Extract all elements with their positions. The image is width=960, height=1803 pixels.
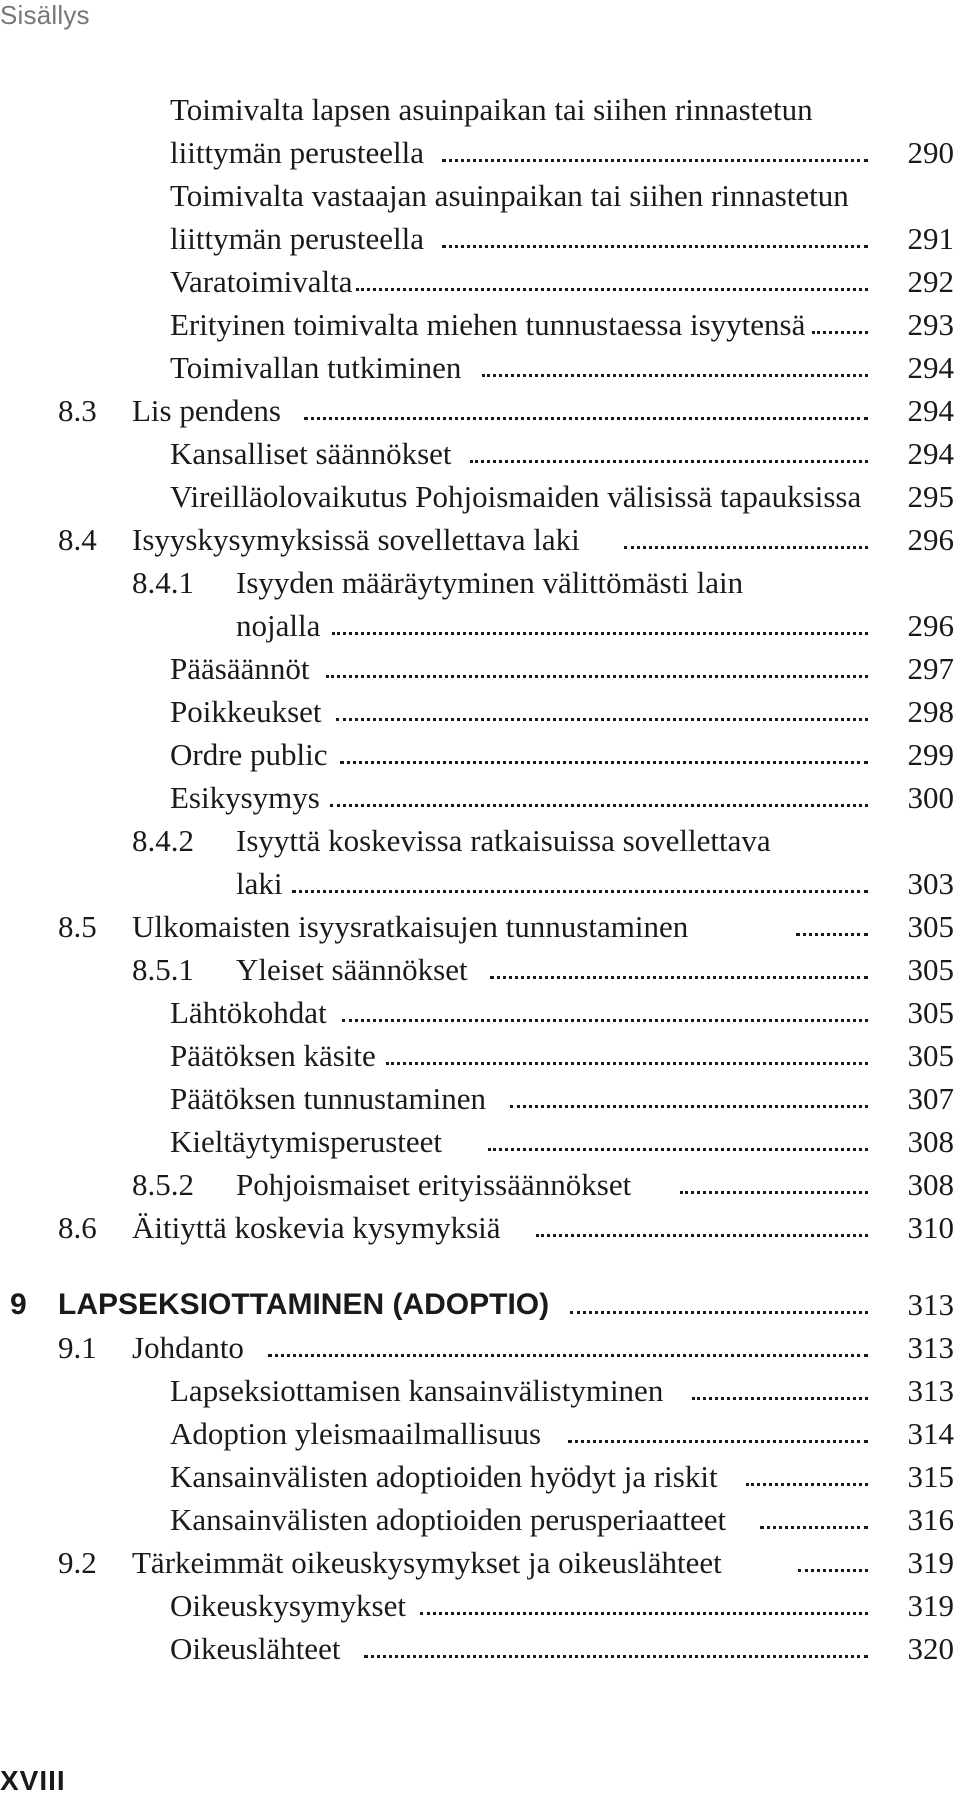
toc-entry[interactable]: [0, 1369, 960, 1412]
toc-entry-title: Johdanto: [132, 1330, 244, 1365]
running-head: Sisällys: [0, 0, 90, 30]
toc-page-number: 316: [907, 1502, 954, 1537]
toc-page-number: 294: [907, 393, 954, 428]
toc-entry-title: Kansainvälisten adoptioiden perusperiaatteet: [170, 1502, 727, 1537]
toc-entry-title: Ordre public: [170, 737, 328, 772]
dot-leader: [760, 1498, 868, 1541]
toc-entry-title: Äitiyttä koskevia kysymyksiä: [132, 1210, 501, 1245]
toc-page-number: 295: [907, 479, 954, 514]
toc-chapter-number: 9: [10, 1288, 27, 1321]
dot-leader: [692, 1369, 868, 1412]
toc-entry-title: Isyyttä koskevissa ratkaisuissa sovellettava: [236, 823, 771, 858]
toc-section-number: 9.1: [58, 1330, 97, 1365]
dot-leader: [326, 647, 868, 690]
dot-leader: [364, 1627, 868, 1670]
dot-leader: [568, 1412, 868, 1455]
toc-entry-title: Lis pendens: [132, 393, 281, 428]
toc-entry-title: Ulkomaisten isyysratkaisujen tunnustaminen: [132, 909, 689, 944]
dot-leader: [356, 260, 868, 303]
toc-page-number: 303: [907, 866, 954, 901]
toc-page-number: 305: [907, 995, 954, 1030]
toc-entry[interactable]: [0, 174, 960, 260]
toc-entry[interactable]: [0, 1498, 960, 1541]
toc-entry[interactable]: [0, 905, 960, 948]
dot-leader: [342, 991, 868, 1034]
toc-page-number: 314: [907, 1416, 954, 1451]
toc-entry-title: Päätöksen tunnustaminen: [170, 1081, 486, 1116]
toc-entry[interactable]: [0, 1206, 960, 1249]
dot-leader: [490, 948, 868, 991]
toc-entry[interactable]: [0, 518, 960, 561]
toc-page-number: 294: [907, 436, 954, 471]
toc-entry[interactable]: [0, 1034, 960, 1077]
toc-entry[interactable]: [0, 1077, 960, 1120]
dot-leader: [442, 217, 868, 260]
toc-entry[interactable]: [0, 432, 960, 475]
toc-entry-title-continued: laki: [236, 866, 283, 901]
toc-entry-title: Adoption yleismaailmallisuus: [170, 1416, 542, 1451]
toc-entry[interactable]: [0, 1541, 960, 1584]
toc-entry[interactable]: [0, 1455, 960, 1498]
toc-entry-title: Vireilläolovaikutus Pohjoismaiden välisissä tapauksissa: [170, 479, 862, 514]
toc-entry-title: Oikeuskysymykset: [170, 1588, 406, 1623]
dot-leader: [442, 131, 868, 174]
toc-entry-title: Poikkeukset: [170, 694, 322, 729]
toc-section-number: 8.4: [58, 522, 97, 557]
toc-entry-title: Kansalliset säännökset: [170, 436, 452, 471]
toc-entry-title: Isyyskysymyksissä sovellettava laki: [132, 522, 580, 557]
toc-entry[interactable]: [0, 733, 960, 776]
toc-chapter-title: LAPSEKSIOTTAMINEN (ADOPTIO): [58, 1288, 550, 1321]
toc-page-number: 300: [907, 780, 954, 815]
toc-page-number: 310: [907, 1210, 954, 1245]
toc-section-number: 8.5.2: [132, 1167, 194, 1202]
toc-entry-title: Pohjoismaiset erityissäännökset: [236, 1167, 632, 1202]
toc-entry-title: Pääsäännöt: [170, 651, 310, 686]
toc-entry-title: Tärkeimmät oikeuskysymykset ja oikeuslähteet: [132, 1545, 722, 1580]
chapter-spacer: [0, 1249, 960, 1283]
toc-page-number: 294: [907, 350, 954, 385]
toc-page-number: 319: [907, 1588, 954, 1623]
toc-entry-title: Yleiset säännökset: [236, 952, 468, 987]
toc-page-number: 297: [907, 651, 954, 686]
toc-entry-title: Toimivalta lapsen asuinpaikan tai siihen rinnastetun: [170, 92, 813, 127]
toc-section-number: 8.5.1: [132, 952, 194, 987]
toc-entry-title: Kansainvälisten adoptioiden hyödyt ja riskit: [170, 1459, 718, 1494]
toc-entry-title: Oikeuslähteet: [170, 1631, 341, 1666]
dot-leader: [292, 862, 868, 905]
toc-section-number: 8.4.1: [132, 565, 194, 600]
dot-leader: [488, 1120, 868, 1163]
toc-entry[interactable]: [0, 389, 960, 432]
dot-leader: [336, 690, 868, 733]
dot-leader: [340, 733, 868, 776]
toc-entry[interactable]: [0, 1163, 960, 1206]
toc-page-number: 308: [907, 1167, 954, 1202]
toc-entry[interactable]: [0, 1627, 960, 1670]
toc-entry[interactable]: [0, 776, 960, 819]
toc-page-number: 313: [907, 1373, 954, 1408]
toc-page-number: 313: [907, 1330, 954, 1365]
toc-entry-title: Toimivalta vastaajan asuinpaikan tai siihen rinnastetun: [170, 178, 849, 213]
toc-entry[interactable]: [0, 346, 960, 389]
toc-page-number: 296: [907, 522, 954, 557]
dot-leader: [510, 1077, 868, 1120]
toc-page-number: 320: [907, 1631, 954, 1666]
toc-entry-title: Päätöksen käsite: [170, 1038, 376, 1073]
toc-page-number: 305: [907, 1038, 954, 1073]
toc-entry[interactable]: [0, 1584, 960, 1627]
dot-leader: [304, 389, 868, 432]
toc-page-number: 313: [907, 1287, 954, 1322]
dot-leader: [570, 1283, 868, 1326]
page-folio: XVIII: [0, 1765, 66, 1796]
toc-page-number: 296: [907, 608, 954, 643]
toc-entry[interactable]: [0, 1326, 960, 1369]
toc-page-number: 291: [907, 221, 954, 256]
toc-page-number: 305: [907, 909, 954, 944]
toc-page-number: 308: [907, 1124, 954, 1159]
toc-entry-title: Lapseksiottamisen kansainvälistyminen: [170, 1373, 664, 1408]
toc-chapter-entry[interactable]: [0, 1283, 960, 1326]
toc-entry-title-continued: nojalla: [236, 608, 321, 643]
dot-leader: [746, 1455, 868, 1498]
toc-entry[interactable]: [0, 1412, 960, 1455]
toc-entry-title-continued: liittymän perusteella: [170, 221, 424, 256]
toc-page-number: 290: [907, 135, 954, 170]
toc-entry[interactable]: [0, 561, 960, 647]
dot-leader: [268, 1326, 868, 1369]
toc-entry-title: Erityinen toimivalta miehen tunnustaessa isyytensä: [170, 307, 806, 342]
dot-leader: [330, 776, 868, 819]
toc-entry[interactable]: [0, 303, 960, 346]
dot-leader: [624, 518, 868, 561]
dot-leader: [386, 1034, 868, 1077]
dot-leader: [796, 905, 868, 948]
dot-leader: [482, 346, 868, 389]
toc-entry-title: Toimivallan tutkiminen: [170, 350, 462, 385]
toc-page-number: 299: [907, 737, 954, 772]
toc-entry-title: Varatoimivalta: [170, 264, 353, 299]
toc-page-number: 315: [907, 1459, 954, 1494]
toc-entry[interactable]: [0, 819, 960, 905]
toc-page-number: 319: [907, 1545, 954, 1580]
toc-entry-title: Isyyden määräytyminen välittömästi lain: [236, 565, 744, 600]
table-of-contents: [0, 88, 960, 1670]
toc-page-number: 292: [907, 264, 954, 299]
toc-section-number: 9.2: [58, 1545, 97, 1580]
dot-leader: [680, 1163, 868, 1206]
toc-entry-title-continued: liittymän perusteella: [170, 135, 424, 170]
toc-page-number: 305: [907, 952, 954, 987]
toc-page-number: 307: [907, 1081, 954, 1116]
toc-entry-title: Esikysymys: [170, 780, 320, 815]
toc-page-number: 298: [907, 694, 954, 729]
toc-section-number: 8.5: [58, 909, 97, 944]
dot-leader: [470, 432, 868, 475]
toc-page-number: 293: [907, 307, 954, 342]
toc-section-number: 8.3: [58, 393, 97, 428]
toc-entry[interactable]: [0, 88, 960, 174]
dot-leader: [798, 1541, 868, 1584]
toc-entry[interactable]: [0, 991, 960, 1034]
dot-leader: [420, 1584, 868, 1627]
dot-leader: [536, 1206, 868, 1249]
toc-entry[interactable]: [0, 948, 960, 991]
toc-entry[interactable]: [0, 260, 960, 303]
toc-entry[interactable]: [0, 475, 960, 518]
toc-entry-title: Lähtökohdat: [170, 995, 327, 1030]
toc-section-number: 8.6: [58, 1210, 97, 1245]
dot-leader: [812, 303, 868, 346]
toc-entry-title: Kieltäytymisperusteet: [170, 1124, 443, 1159]
toc-section-number: 8.4.2: [132, 823, 194, 858]
toc-entry[interactable]: [0, 1120, 960, 1163]
dot-leader: [332, 604, 868, 647]
toc-entry[interactable]: [0, 647, 960, 690]
toc-entry[interactable]: [0, 690, 960, 733]
